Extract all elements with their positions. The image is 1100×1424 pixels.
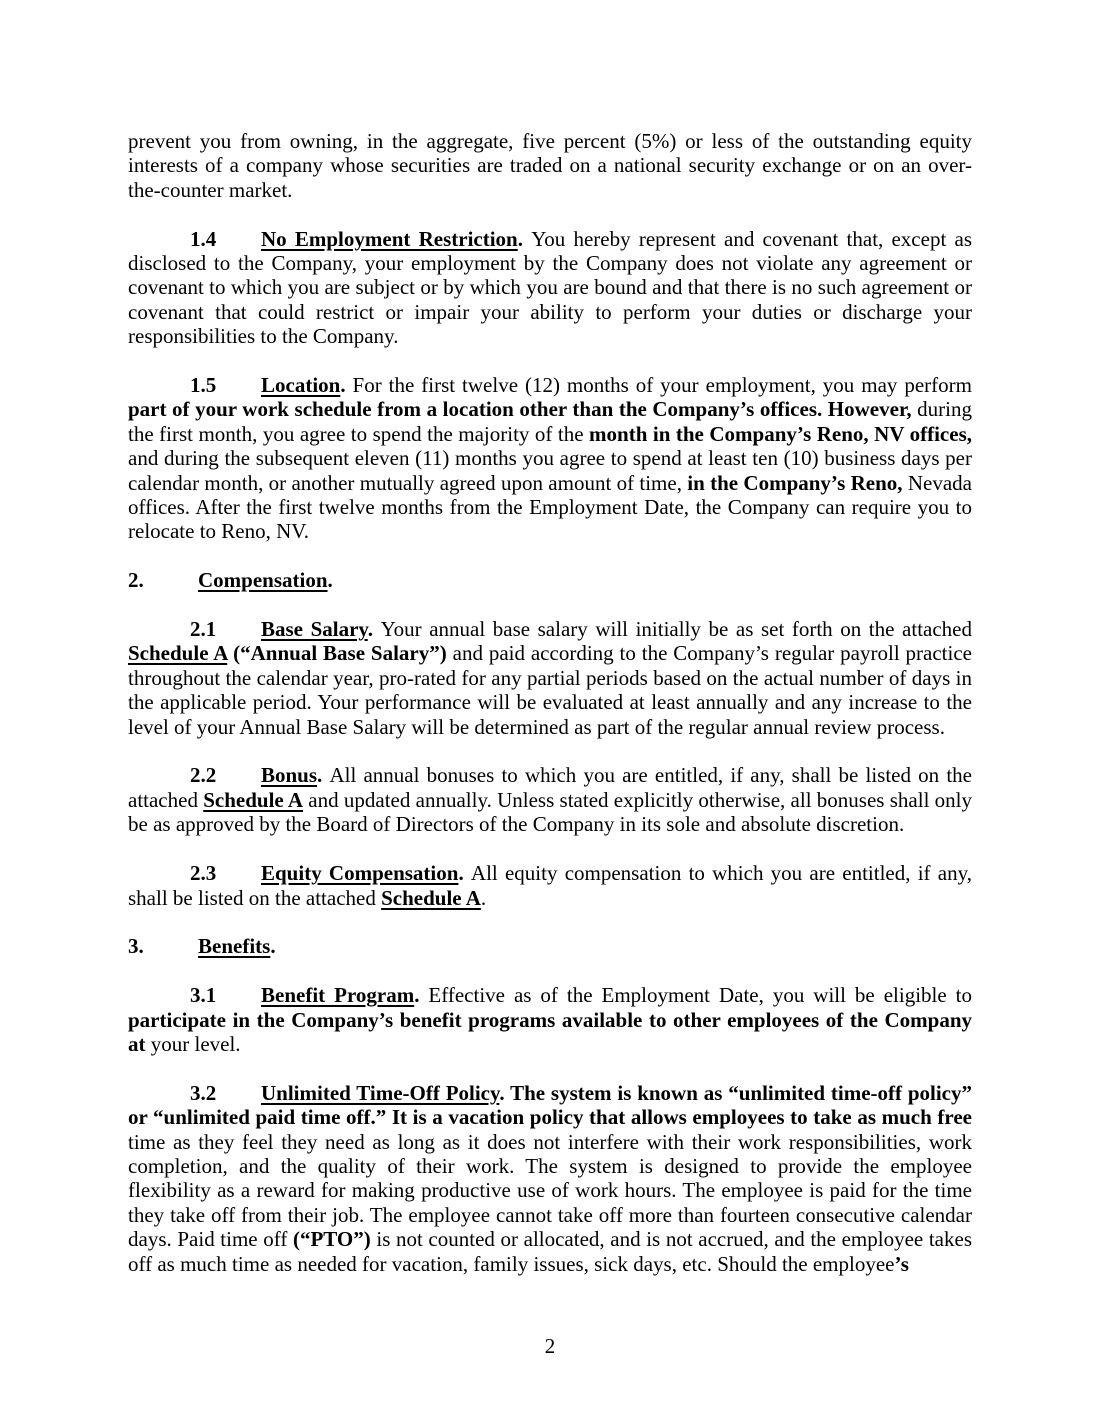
section-3-2-paragraph: [128, 1081, 972, 1276]
paragraph-continuation: [128, 129, 972, 202]
section-number: 3.1: [190, 983, 217, 1008]
section-heading: No Employment Restriction: [261, 226, 518, 251]
heading-period: .: [317, 763, 330, 788]
section-number: 2.1: [190, 617, 217, 642]
page-number: 2: [544, 1334, 556, 1358]
section-heading: Equity Compensation: [261, 861, 459, 886]
heading-period: .: [367, 617, 381, 642]
bold-edit-text: ’s: [894, 1251, 909, 1276]
section-3-1-paragraph: [128, 983, 972, 1056]
body-text: and paid according to the Company’s regular payroll practice throughout the calendar year, pro-rated for any partial periods based on the actual number of days in the applicable period. Your performance will be evaluated at least annually and any increase to the level of your Annual Base Salary will be determined as part of the regular annual review process.: [128, 641, 972, 739]
section-number: 2.: [128, 568, 144, 593]
section-heading: Location: [261, 373, 341, 398]
section-2-3-paragraph: [128, 861, 972, 910]
schedule-a-reference: Schedule A: [128, 641, 228, 666]
section-heading: Base Salary: [261, 617, 368, 642]
section-number: 1.4: [190, 226, 217, 251]
body-text: during the first month, you agree to spend the majority of the: [128, 397, 972, 446]
bold-edit-text: part of your work schedule from a location other than the Company’s offices. However,: [128, 397, 912, 422]
section-number: 2.2: [190, 763, 217, 788]
section-heading: Unlimited Time-Off Policy: [261, 1080, 500, 1105]
section-3-heading: [128, 934, 972, 958]
section-number: 3.: [128, 934, 144, 959]
section-1-5-paragraph: [128, 373, 972, 544]
section-2-heading: [128, 568, 972, 592]
heading-period: .: [270, 934, 276, 959]
body-text: All annual bonuses to which you are entitled, if any, shall be listed on the attached: [128, 763, 972, 812]
body-text: your level.: [145, 1031, 241, 1056]
body-text: Nevada offices. After the first twelve months from the Employment Date, the Company can require you to relocate to Reno, NV.: [128, 470, 972, 544]
section-number: 1.5: [190, 373, 217, 398]
body-text: Effective as of the Employment Date, you will be eligible to: [428, 983, 972, 1008]
section-heading: Compensation: [198, 568, 328, 593]
heading-period: .: [499, 1080, 511, 1105]
bold-edit-text: in the Company’s Reno,: [687, 470, 903, 495]
body-text: For the first twelve (12) months of your employment, you may perform: [352, 373, 972, 398]
section-heading: Benefits: [198, 934, 271, 959]
section-2-2-paragraph: [128, 763, 972, 836]
section-number: 3.2: [190, 1080, 217, 1105]
body-text: prevent you from owning, in the aggregate, five percent (5%) or less of the outstanding equity interests of a company whose securities are traded on a national security exchange or on an over-the-counter market.: [128, 129, 972, 202]
bold-edit-text: month in the Company’s Reno, NV offices,: [589, 421, 972, 446]
defined-term: (“PTO”): [292, 1227, 371, 1252]
body-text: .: [480, 885, 487, 910]
defined-term: (“Annual Base Salary”): [227, 641, 447, 666]
schedule-a-reference: Schedule A: [381, 885, 481, 910]
heading-period: .: [414, 983, 429, 1008]
body-text: and during the subsequent eleven (11) months you agree to spend at least ten (10) business days per calendar month, or another mutually agreed upon amount of time,: [128, 446, 972, 495]
body-text: time as they feel they need as long as it does not interfere with their work responsibilities, work completion, and the quality of their work. The system is designed to provide the employee flexibility as a reward for making productive use of work hours. The employee is paid for the time they take off from their job. The employee cannot take off more than fourteen consecutive calendar days. Paid time off: [128, 1129, 972, 1252]
section-number: 2.3: [190, 861, 217, 886]
section-2-1-paragraph: [128, 617, 972, 739]
body-text: All equity compensation to which you are entitled, if any, shall be listed on the attached: [128, 861, 972, 910]
heading-period: .: [340, 373, 353, 398]
section-heading: Benefit Program: [261, 983, 415, 1008]
heading-period: .: [517, 226, 532, 251]
body-text: and updated annually. Unless stated explicitly otherwise, all bonuses shall only be as approved by the Board of Directors of the Company in its sole and absolute discretion.: [128, 787, 973, 837]
bold-edit-text: The system is known as “unlimited time-off policy” or “unlimited paid time off.” It is a vacation policy that allows employees to take as much free: [128, 1080, 972, 1130]
heading-period: .: [327, 568, 333, 593]
heading-period: .: [458, 861, 471, 886]
bold-edit-text: participate in the Company’s benefit programs available to other employees of the Company at: [128, 1007, 972, 1056]
body-text: is not counted or allocated, and is not accrued, and the employee takes off as much time as needed for vacation, family issues, sick days, etc. Should the employee: [128, 1227, 972, 1276]
section-heading: Bonus: [261, 763, 318, 788]
body-text: You hereby represent and covenant that, except as disclosed to the Company, your employment by the Company does not violate any agreement or covenant to which you are subject or by which you are bound and that there is no such agreement or covenant that could restrict or impair your ability to perform your duties or discharge your responsibilities to the Company.: [128, 226, 972, 349]
schedule-a-reference: Schedule A: [203, 787, 304, 812]
section-1-4-paragraph: [128, 227, 972, 349]
body-text: Your annual base salary will initially be as set forth on the attached: [380, 617, 972, 642]
